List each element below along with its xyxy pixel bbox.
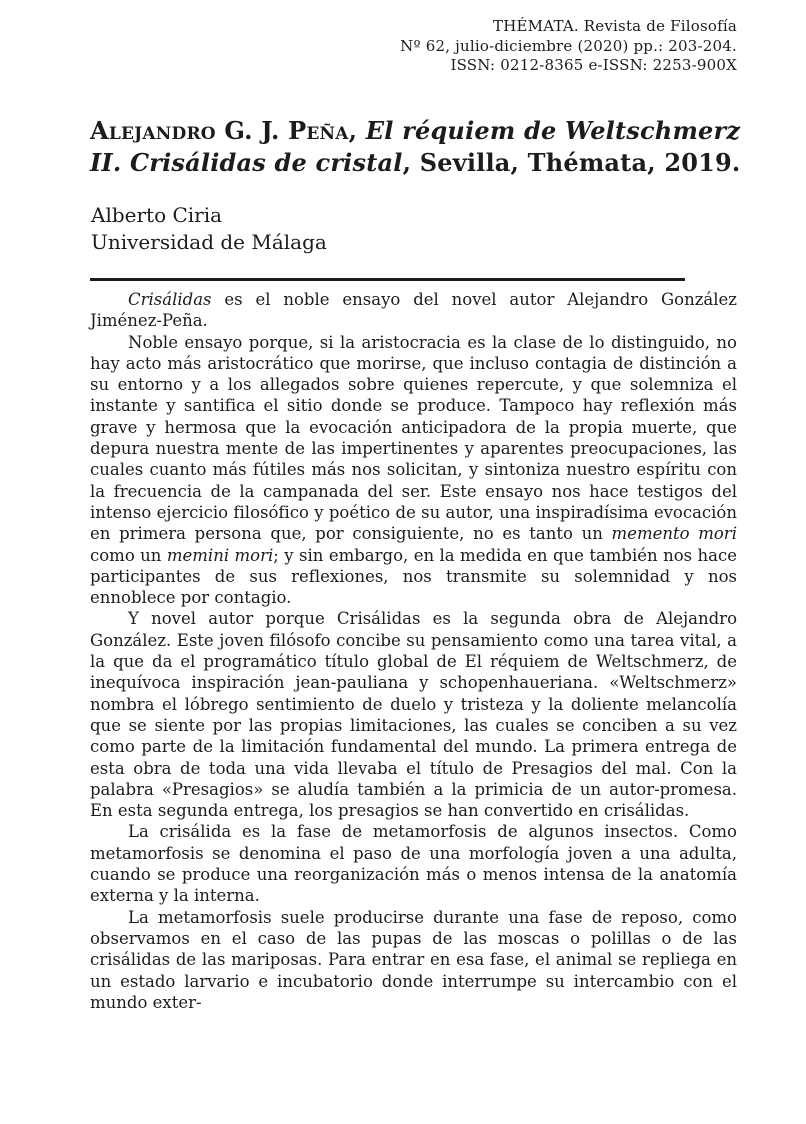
text-segment-normal: La crisálida es la fase de metamorfosis de algunos insectos. Como metamorfosis se denomina el paso de una morfología joven a una adulta, cuando se produce una reorganización más o menos intensa de la anatomía externa y la interna. (90, 822, 737, 906)
paragraph (90, 821, 737, 906)
text-segment-italic: Crisálidas (128, 290, 212, 309)
text-segment-normal: ; y sin embargo, en la medida en que también nos hace participantes de sus reflexiones, nos transmite su solemnidad y nos ennoblece por contagio. (90, 545, 738, 608)
author-affiliation: Universidad de Málaga (91, 230, 327, 254)
review-title (90, 115, 745, 179)
text-segment-normal: La metamorfosis suele producirse durante una fase de reposo, como observamos en el caso de las pupas de las moscas o polillas o de las crisálidas de las mariposas. Para entrar en esa fase, el animal se repliega en un estado larvario e incubatorio donde interrumpe su intercambio con el mundo exter- (90, 907, 737, 1012)
review-body (90, 289, 737, 1013)
text-segment-normal: , Sevilla, Thémata, 2019. (402, 148, 741, 178)
author-block (91, 202, 327, 256)
issue-info: Nº 62, julio-diciembre (2020) pp.: 203-204. (400, 36, 737, 55)
text-segment-italic: memini mori (166, 545, 274, 565)
paragraph (90, 608, 737, 821)
text-segment-normal: Y novel autor porque Crisálidas es la segunda obra de Alejandro González. Este joven filósofo concibe su pensamiento como una tarea vital, a la que da el programático título global de El réquiem de Weltschmerz, de inequívoca inspiración jean-pauliana y schopenhaueriana. «Weltschmerz» nombra el lóbrego sentimiento de duelo y tristeza y la doliente melancolía que se siente por las propias limitaciones, las cuales se conciben a su vez como parte de la limitación fundamental del mundo. La primera entrega de esta obra de toda una vida llevaba el título de Presagios del mal. Con la palabra «Presagios» se aludía también a la primicia de un autor-promesa. En esta segunda entrega, los presagios se han convertido en crisálidas. (90, 609, 737, 821)
paragraph (90, 289, 737, 332)
text-segment-smallcaps: Alejandro G. J. Peña (90, 116, 349, 146)
text-segment-normal: es el noble ensayo del novel autor Alejandro González Jiménez-Peña. (90, 290, 737, 331)
journal-name: THÉMATA. Revista de Filosofía (493, 17, 737, 35)
author-name: Alberto Ciria (91, 203, 223, 227)
journal-header (90, 17, 737, 76)
text-segment-normal: , (348, 116, 366, 146)
divider-rule (90, 278, 685, 281)
paragraph (90, 332, 737, 609)
issn-info: ISSN: 0212-8365 e-ISSN: 2253-900X (450, 56, 737, 74)
text-segment-normal: como un (90, 545, 167, 565)
text-segment-normal: Noble ensayo porque, si la aristocracia es la clase de lo distinguido, no hay acto más aristocrático que morirse, que incluso contagia de distinción a su entorno y a los allegados sobre quienes repercute, y que solemniza el instante y santifica el sitio donde se produce. Tampoco hay reflexión más grave y hermosa que la evocación anticipadora de la propia muerte, que depura nuestra mente de las impertinentes y aparentes preocupaciones, las cuales cuanto más fútiles más nos solicitan, y sintoniza nuestro espíritu con la frecuencia de la campanada del ser. Este ensayo nos hace testigos del intenso ejercicio filosófico y poético de su autor, una inspiradísima evocación en primera persona que, por consiguiente, no es tanto un (90, 332, 737, 544)
text-segment-italic: memento mori (611, 524, 737, 544)
text-segment-italic: El réquiem de Weltschmerz II. Crisálidas de cristal (90, 116, 741, 178)
paragraph (90, 907, 737, 1013)
